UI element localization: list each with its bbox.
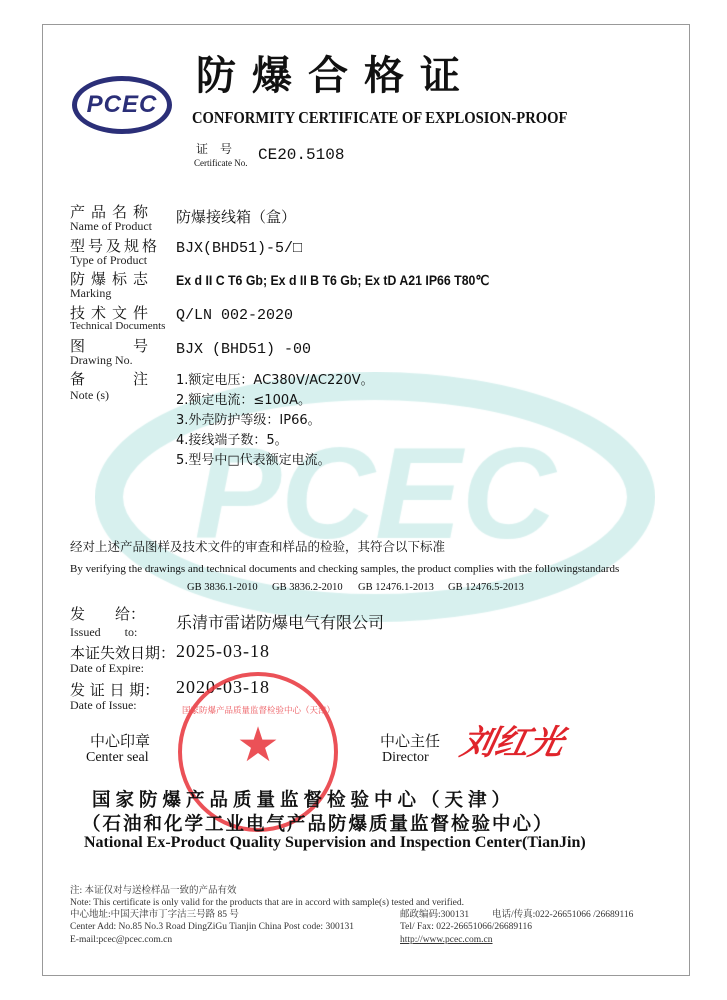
technical-documents: Q/LN 002-2020 xyxy=(176,307,294,324)
footer-address-cn: 中心地址:中国天津市丁字沽三号路 85 号 xyxy=(70,910,239,920)
cert-label-en: Certificate No. xyxy=(194,158,248,168)
issued-to-company: 乐清市雷诺防爆电气有限公司 xyxy=(176,613,385,632)
field-label-cn: 图 号 xyxy=(70,337,155,355)
title-en: CONFORMITY CERTIFICATE OF EXPLOSION-PROOF xyxy=(192,108,568,127)
field-label-en: Type of Product xyxy=(70,253,148,267)
note-item: 2.额定电流：≤100A。 xyxy=(176,393,312,408)
ex-marking: Ex d II C T6 Gb; Ex d II B T6 Gb; Ex tD A21 IP66 T80℃ xyxy=(176,272,490,288)
pcec-logo xyxy=(72,76,172,134)
field-label-cn: 型号及规格 xyxy=(70,237,161,255)
star-icon: ★ xyxy=(236,717,280,773)
field-label-en: Name of Product xyxy=(70,219,152,233)
center-name-cn: 国家防爆产品质量监督检验中心（天津） xyxy=(92,790,516,811)
standard-item: GB 3836.2-2010 xyxy=(272,582,343,593)
standard-item: GB 12476.1-2013 xyxy=(358,582,434,593)
issue-date-label-cn: 发 证 日 期： xyxy=(70,681,160,699)
field-label-en: Technical Documents xyxy=(70,320,166,332)
footer-note-cn: 注: 本证仅对与送检样品一致的产品有效 xyxy=(70,886,237,896)
field-label-en: Marking xyxy=(70,286,112,300)
field-label-cn: 备 注 xyxy=(70,370,155,388)
footer-address-en: Center Add: No.85 No.3 Road DingZiGu Tianjin China Post code: 300131 xyxy=(70,922,354,932)
seal-label-cn: 中心印章 xyxy=(90,732,151,750)
footer-note-en: Note: This certificate is only valid for the products that are in accord with sample(s) tested and verified. xyxy=(70,898,464,908)
field-label-en: Drawing No. xyxy=(70,353,133,367)
issued-to-label-cn: 发 给： xyxy=(70,605,146,623)
standard-item: GB 12476.5-2013 xyxy=(448,582,524,593)
issue-date-label-en: Date of Issue: xyxy=(70,698,137,712)
title-cn: 防爆合格证 xyxy=(196,52,476,99)
director-signature: 刘红光 xyxy=(457,723,568,763)
center-name-cn-alt: （石油和化学工业电气产品防爆质量监督检验中心） xyxy=(82,814,554,835)
director-label-en: Director xyxy=(382,750,429,765)
seal-label-en: Center seal xyxy=(86,750,149,765)
cert-label-cn: 证 号 xyxy=(196,142,233,156)
footer-phone-en: Tel/ Fax: 022-26651066/26689116 xyxy=(400,922,532,932)
issued-to-label-en: Issued to: xyxy=(70,625,138,639)
product-name: 防爆接线箱（盒） xyxy=(176,208,297,226)
cert-number: CE20.5108 xyxy=(258,146,345,164)
director-label-cn: 中心主任 xyxy=(380,732,441,750)
product-type: BJX(BHD51)-5/□ xyxy=(176,240,303,257)
field-label-cn: 防爆标志 xyxy=(70,270,155,288)
expire-label-en: Date of Expire: xyxy=(70,661,144,675)
issue-date: 2020-03-18 xyxy=(176,677,270,697)
note-item: 5.型号中□代表额定电流。 xyxy=(176,453,331,468)
footer-email[interactable]: E-mail:pcec@pcec.com.cn xyxy=(70,935,173,945)
note-item: 1.额定电压：AC380V/AC220V。 xyxy=(176,373,374,388)
field-label-cn: 技术文件 xyxy=(70,304,155,322)
note-item: 4.接线端子数：5。 xyxy=(176,433,288,448)
footer-postcode-cn: 邮政编码:300131 xyxy=(400,910,470,920)
verification-statement-cn: 经对上述产品图样及技术文件的审查和样品的检验，其符合以下标准 xyxy=(70,539,446,554)
center-name-en: National Ex-Product Quality Supervision and Inspection Center(TianJin) xyxy=(84,834,586,851)
field-label-en: Note (s) xyxy=(70,388,109,402)
expire-date: 2025-03-18 xyxy=(176,641,270,661)
expire-label-cn: 本证失效日期： xyxy=(70,644,176,662)
footer-phone-cn: 电话/传真:022-26651066 /26689116 xyxy=(492,910,634,920)
field-label-cn: 产品名称 xyxy=(70,203,155,221)
drawing-number: BJX (BHD51) -00 xyxy=(176,341,312,358)
footer-website-link[interactable]: http://www.pcec.com.cn xyxy=(400,935,493,945)
seal-text: 国家防爆产品质量监督检验中心（天津） xyxy=(182,706,336,716)
verification-statement-en: By verifying the drawings and technical documents and checking samples, the product complies with the followingstandards xyxy=(70,563,620,575)
logo-text: PCEC xyxy=(86,91,158,118)
standard-item: GB 3836.1-2010 xyxy=(187,582,258,593)
note-item: 3.外壳防护等级：IP66。 xyxy=(176,413,321,428)
